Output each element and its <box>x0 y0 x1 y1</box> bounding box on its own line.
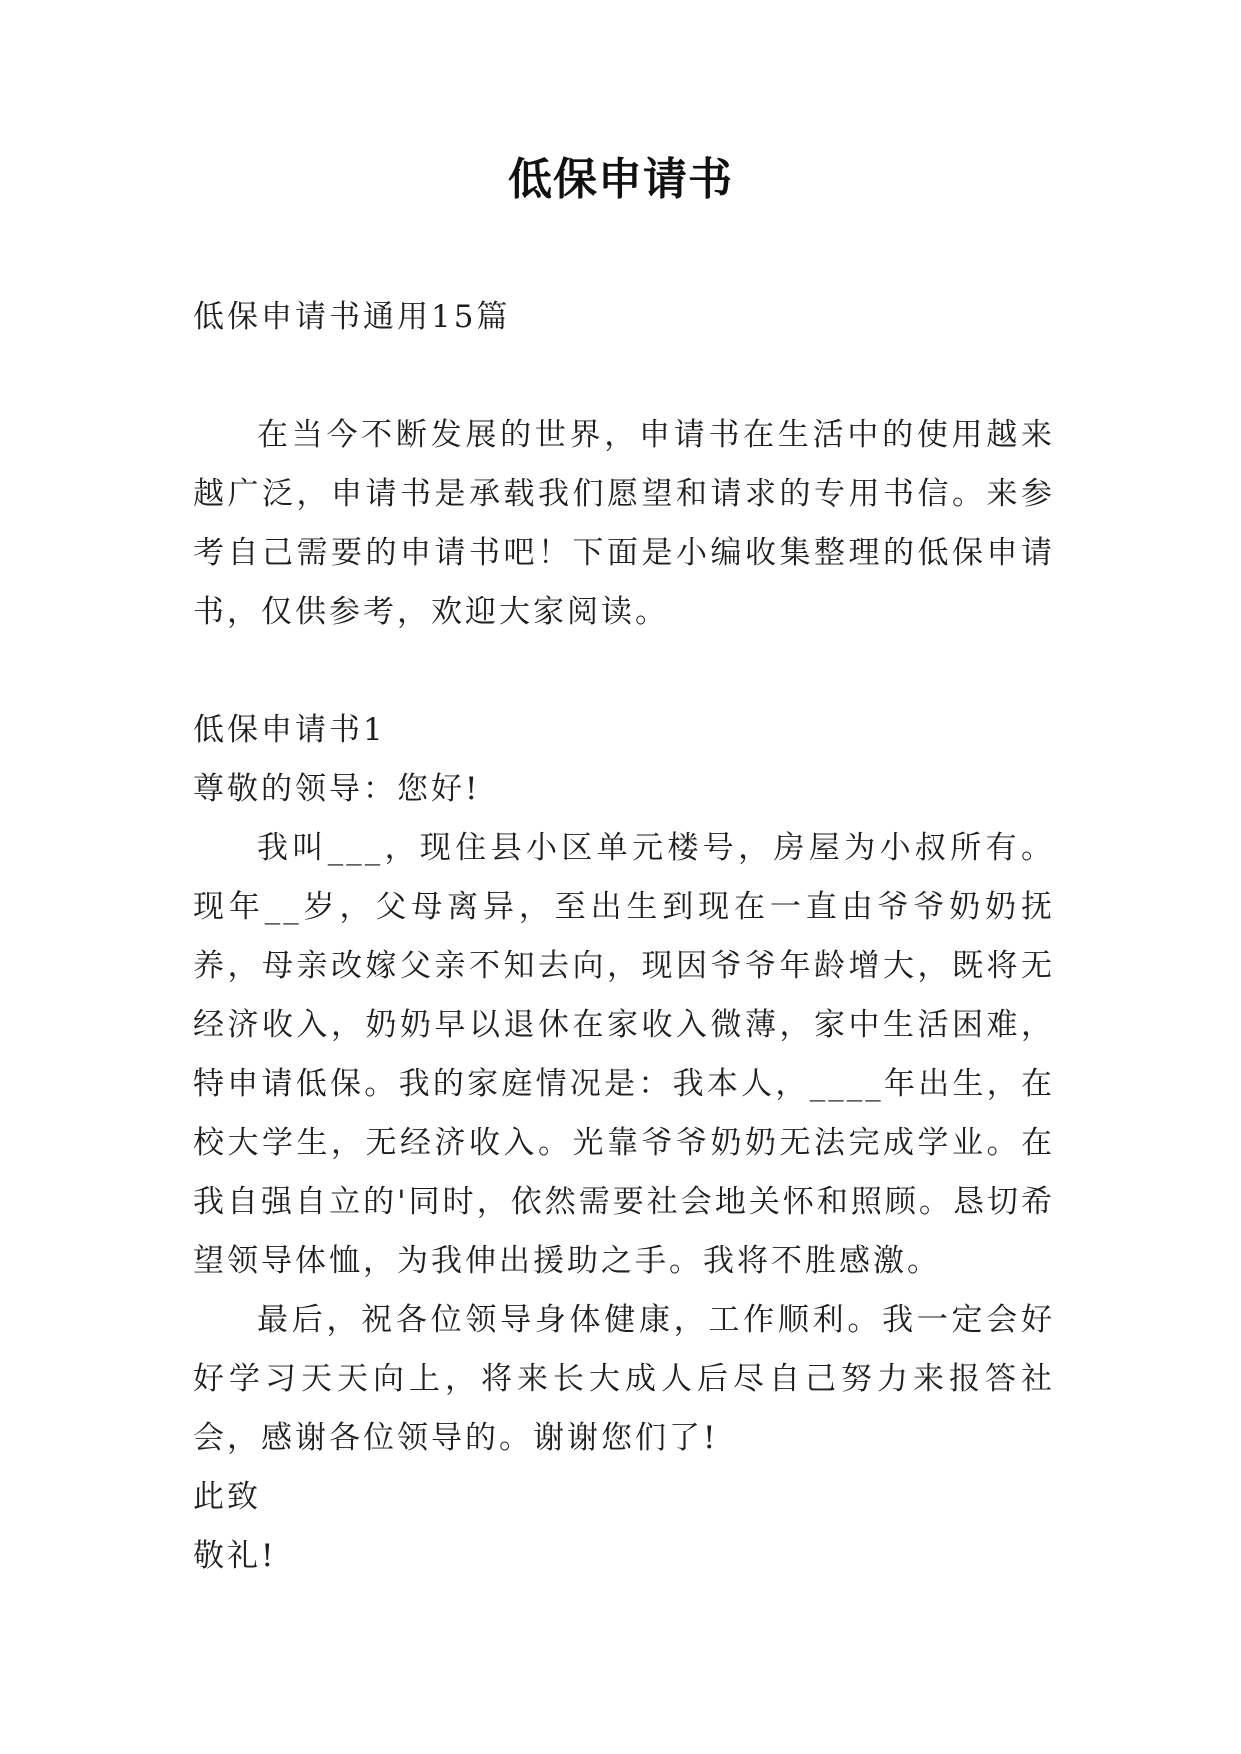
closing-line: 敬礼! <box>193 1538 277 1574</box>
document-title: 低保申请书 <box>508 154 733 205</box>
body-paragraph: 最后，祝各位领导身体健康，工作顺利。我一定会好好学习天天向上，将来长大成人后尽自己努力来报答社会，感谢各位领导的。谢谢您们了! <box>193 1302 1055 1456</box>
spacer <box>193 347 1055 406</box>
salutation: 尊敬的领导：您好! <box>193 771 481 807</box>
document-body <box>193 288 1055 1586</box>
spacer <box>193 642 1055 701</box>
intro-paragraph: 在当今不断发展的世界，申请书在生活中的使用越来越广泛，申请书是承载我们愿望和请求的专用书信。来参考自己需要的申请书吧！下面是小编收集整理的低保申请书，仅供参考，欢迎大家阅读。 <box>193 417 1055 630</box>
body-paragraph: 我叫___，现住县小区单元楼号，房屋为小叔所有。现年__岁，父母离异，至出生到现在一直由爷爷奶奶抚养，母亲改嫁父亲不知去向，现因爷爷年龄增大，既将无经济收入，奶奶早以退休在家收入微薄，家中生活困难，特申请低保。我的家庭情况是：我本人，____年出生，在校大学生，无经济收入。光靠爷爷奶奶无法完成学业。在我自强自立的'同时，依然需要社会地关怀和照顾。恳切希望领导体恤，为我伸出援助之手。我将不胜感激。 <box>193 830 1055 1279</box>
closing-line: 此致 <box>193 1479 261 1515</box>
document-subtitle: 低保申请书通用15篇 <box>193 299 511 335</box>
section-heading: 低保申请书1 <box>193 712 386 748</box>
